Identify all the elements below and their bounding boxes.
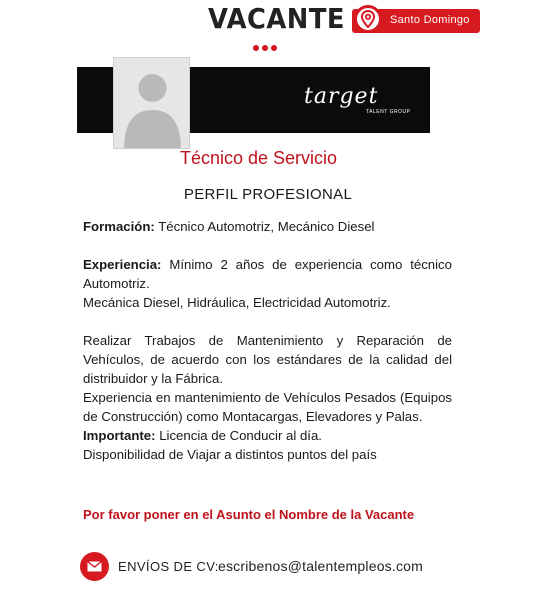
job-title: Técnico de Servicio xyxy=(179,148,338,168)
duties-paragraph-1: Realizar Trabajos de Mantenimiento y Reparación de Vehículos, de acuerdo con los estándares de la calidad del distribuidor y la Fábrica. xyxy=(83,333,452,386)
experience-label: Experiencia: xyxy=(83,257,162,272)
mail-icon xyxy=(80,552,109,581)
cv-label: ENVÍOS DE CV: xyxy=(118,559,219,574)
experience-line xyxy=(83,255,452,293)
cv-footer xyxy=(80,552,480,582)
duties-paragraph-2: Experiencia en mantenimiento de Vehículos Pesados (Equipos de Construcción) como Montacargas, Elevadores y Palas. xyxy=(83,390,452,424)
subject-note: Por favor poner en el Asunto el Nombre de la Vacante xyxy=(83,507,415,522)
job-description xyxy=(83,217,452,464)
important-label: Importante: xyxy=(83,428,156,443)
location-badge xyxy=(352,9,480,33)
location-pin-icon xyxy=(354,5,382,33)
important-value: Licencia de Conducir al día. xyxy=(155,428,322,443)
experience-extra: Mecánica Diesel, Hidráulica, Electricidad Automotriz. xyxy=(83,295,391,310)
formation-label: Formación: xyxy=(83,219,155,234)
formation-value: Técnico Automotriz, Mecánico Diesel xyxy=(154,219,375,234)
formation-line xyxy=(83,217,452,236)
page-title: VACANTE xyxy=(208,2,345,35)
decorative-dots xyxy=(253,45,277,51)
important-extra: Disponibilidad de Viajar a distintos puntos del país xyxy=(83,447,377,462)
cv-email-link[interactable]: escribenos@talentempleos.com xyxy=(218,558,424,574)
company-logo xyxy=(298,84,418,120)
location-label: Santo Domingo xyxy=(390,14,470,26)
important-line xyxy=(83,426,452,445)
logo-subtitle: TALENT GROUP xyxy=(366,109,411,115)
person-silhouette-icon xyxy=(113,57,190,149)
experience-value: Mínimo 2 años de experiencia como técnico Automotriz. xyxy=(83,257,452,291)
logo-wordmark: target xyxy=(304,84,379,109)
profile-heading: PERFIL PROFESIONAL xyxy=(183,186,353,203)
